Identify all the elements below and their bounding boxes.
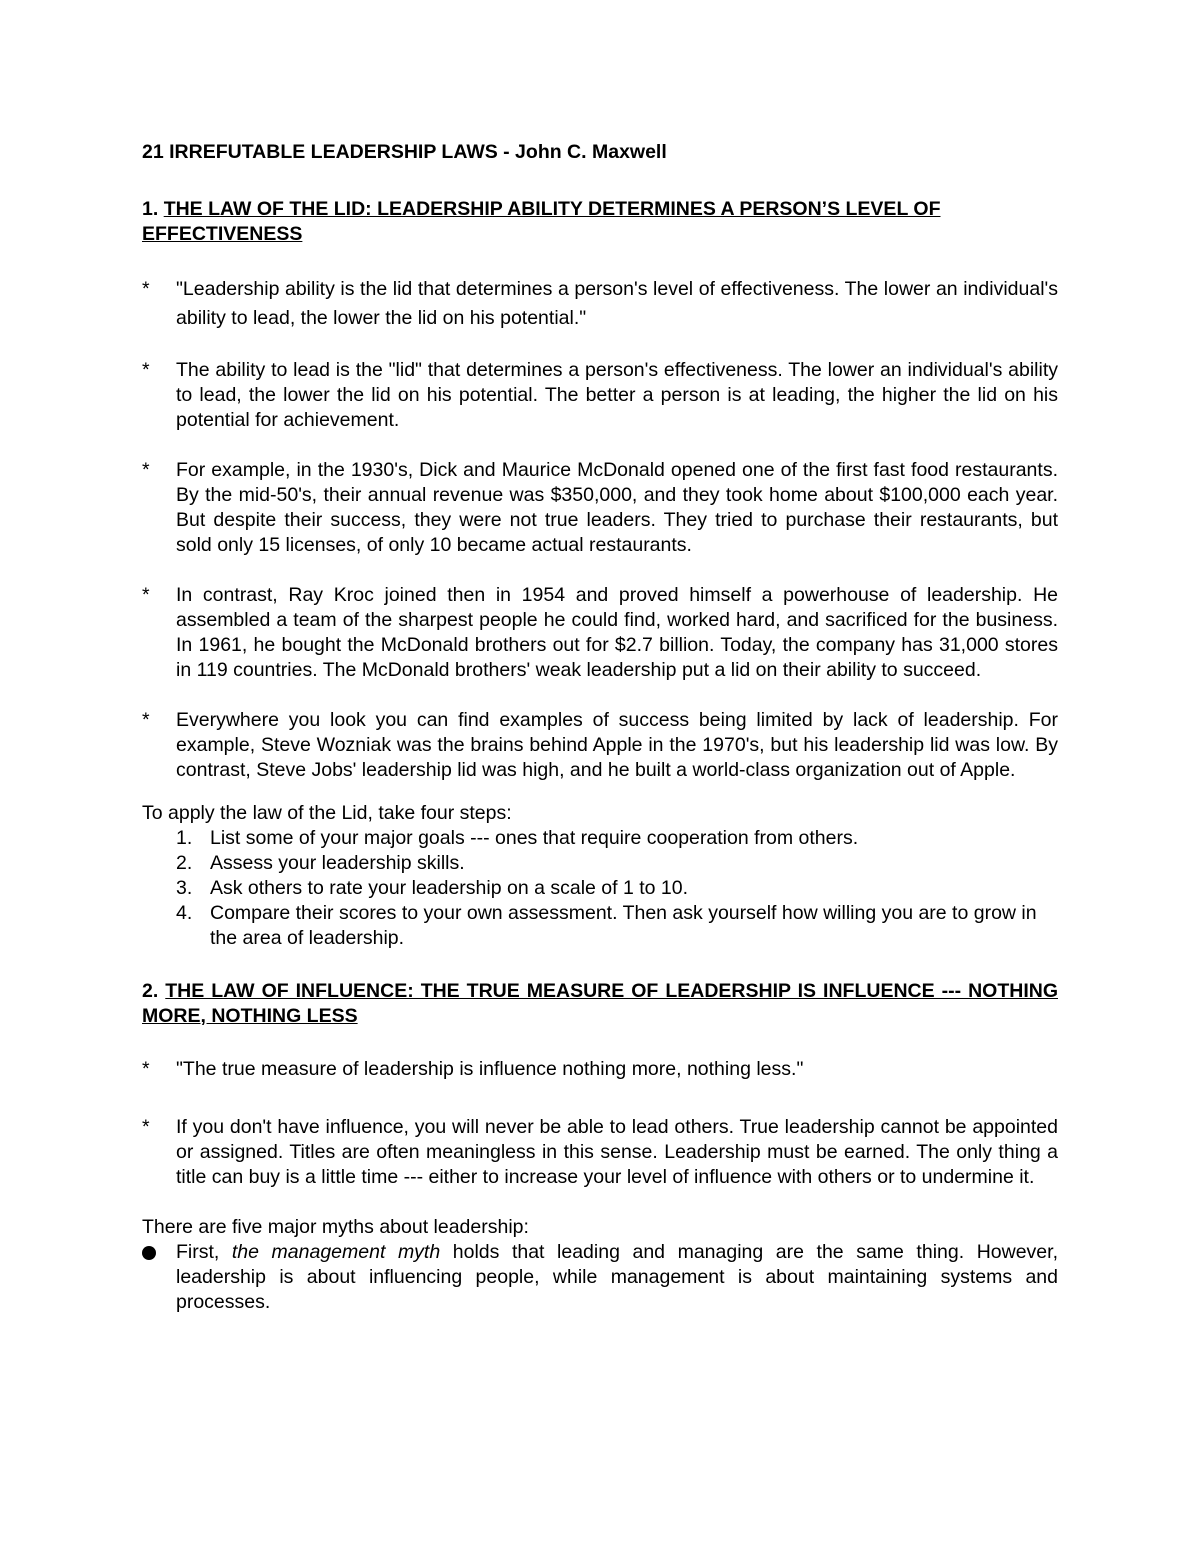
list-item	[142, 275, 1058, 333]
step-number: 2.	[176, 852, 193, 874]
list-item	[142, 358, 1058, 433]
law-2-heading	[142, 979, 1058, 1029]
asterisk-bullet: *	[142, 709, 150, 731]
bullet-text: For example, in the 1930's, Dick and Maurice McDonald opened one of the first fast food restaurants. By the mid-50's, their annual revenue was $350,000, and they took home about $100,000 each year. But despite their success, they were not true leaders. They tried to purchase their restaurants, but sold only 15 licenses, of only 10 became actual restaurants.	[176, 459, 1058, 556]
list-item	[142, 851, 1058, 876]
law-1-heading	[142, 197, 1058, 247]
steps-intro: To apply the law of the Lid, take four steps:	[142, 802, 512, 824]
list-item	[142, 826, 1058, 851]
bullet-text: In contrast, Ray Kroc joined then in 1954 and proved himself a powerhouse of leadership. He assembled a team of the sharpest people he could find, worked hard, and sacrificed for the business. In 1961, he bought the McDonald brothers out for $2.7 billion. Today, the company has 31,000 stores in 119 countries. The McDonald brothers' weak leadership put a lid on their ability to succeed.	[176, 584, 1058, 681]
list-item	[142, 708, 1058, 783]
list-item	[142, 1240, 1058, 1315]
law-2-title: THE LAW OF INFLUENCE: THE TRUE MEASURE OF LEADERSHIP IS INFLUENCE --- NOTHING MORE, NOTHING LESS	[142, 980, 1058, 1027]
step-text: Assess your leadership skills.	[210, 852, 465, 874]
list-item	[142, 876, 1058, 901]
step-text: List some of your major goals --- ones that require cooperation from others.	[210, 827, 859, 849]
step-number: 3.	[176, 877, 193, 899]
step-text: Ask others to rate your leadership on a scale of 1 to 10.	[210, 877, 689, 899]
asterisk-bullet: *	[142, 278, 150, 300]
step-text: Compare their scores to your own assessment. Then ask yourself how willing you are to grow in the area of leadership.	[210, 902, 1037, 949]
law-1-title: THE LAW OF THE LID: LEADERSHIP ABILITY DETERMINES A PERSON’S LEVEL OF EFFECTIVENESS	[142, 198, 941, 245]
asterisk-bullet: *	[142, 359, 150, 381]
asterisk-bullet: *	[142, 1116, 150, 1138]
list-item	[142, 1057, 1058, 1082]
myth-prefix: First,	[176, 1241, 232, 1263]
myths-list	[142, 1240, 1058, 1315]
myth-text: holds that leading and managing are the same thing. However, leadership is about influencing people, while management is about maintaining systems and processes.	[176, 1241, 1058, 1313]
bullet-text: The ability to lead is the "lid" that determines a person's effectiveness. The lower an individual's ability to lead, the lower the lid on his potential. The better a person is at leading, the higher the lid on his potential for achievement.	[176, 359, 1058, 431]
bullet-text: "The true measure of leadership is influence nothing more, nothing less."	[176, 1058, 804, 1080]
law-2-bullet-list	[142, 1057, 1058, 1190]
myths-intro: There are five major myths about leadership:	[142, 1216, 529, 1238]
document-title: 21 IRREFUTABLE LEADERSHIP LAWS - John C. Maxwell	[142, 141, 667, 163]
document-page	[142, 140, 1058, 1315]
step-number: 1.	[176, 827, 193, 849]
list-item	[142, 583, 1058, 683]
bullet-text: "Leadership ability is the lid that determines a person's level of effectiveness. The lower an individual's ability to lead, the lower the lid on his potential."	[176, 278, 1058, 329]
asterisk-bullet: *	[142, 584, 150, 606]
law-2-number: 2.	[142, 980, 166, 1002]
asterisk-bullet: *	[142, 1058, 150, 1080]
law-1-number: 1.	[142, 198, 164, 220]
list-item	[142, 901, 1058, 951]
list-item	[142, 458, 1058, 558]
bullet-dot-icon	[142, 1246, 156, 1260]
steps-list	[142, 826, 1058, 951]
bullet-text: If you don't have influence, you will never be able to lead others. True leadership cannot be appointed or assigned. Titles are often meaningless in this sense. Leadership must be earned. The only thing a title can buy is a little time --- either to increase your level of influence with others or to undermine it.	[176, 1116, 1058, 1188]
step-number: 4.	[176, 902, 193, 924]
list-item	[142, 1115, 1058, 1190]
asterisk-bullet: *	[142, 459, 150, 481]
law-1-bullet-list	[142, 275, 1058, 783]
bullet-text: Everywhere you look you can find examples of success being limited by lack of leadership. For example, Steve Wozniak was the brains behind Apple in the 1970's, but his leadership lid was low. By contrast, Steve Jobs' leadership lid was high, and he built a world-class organization out of Apple.	[176, 709, 1058, 781]
myth-emphasis: the management myth	[231, 1241, 441, 1263]
